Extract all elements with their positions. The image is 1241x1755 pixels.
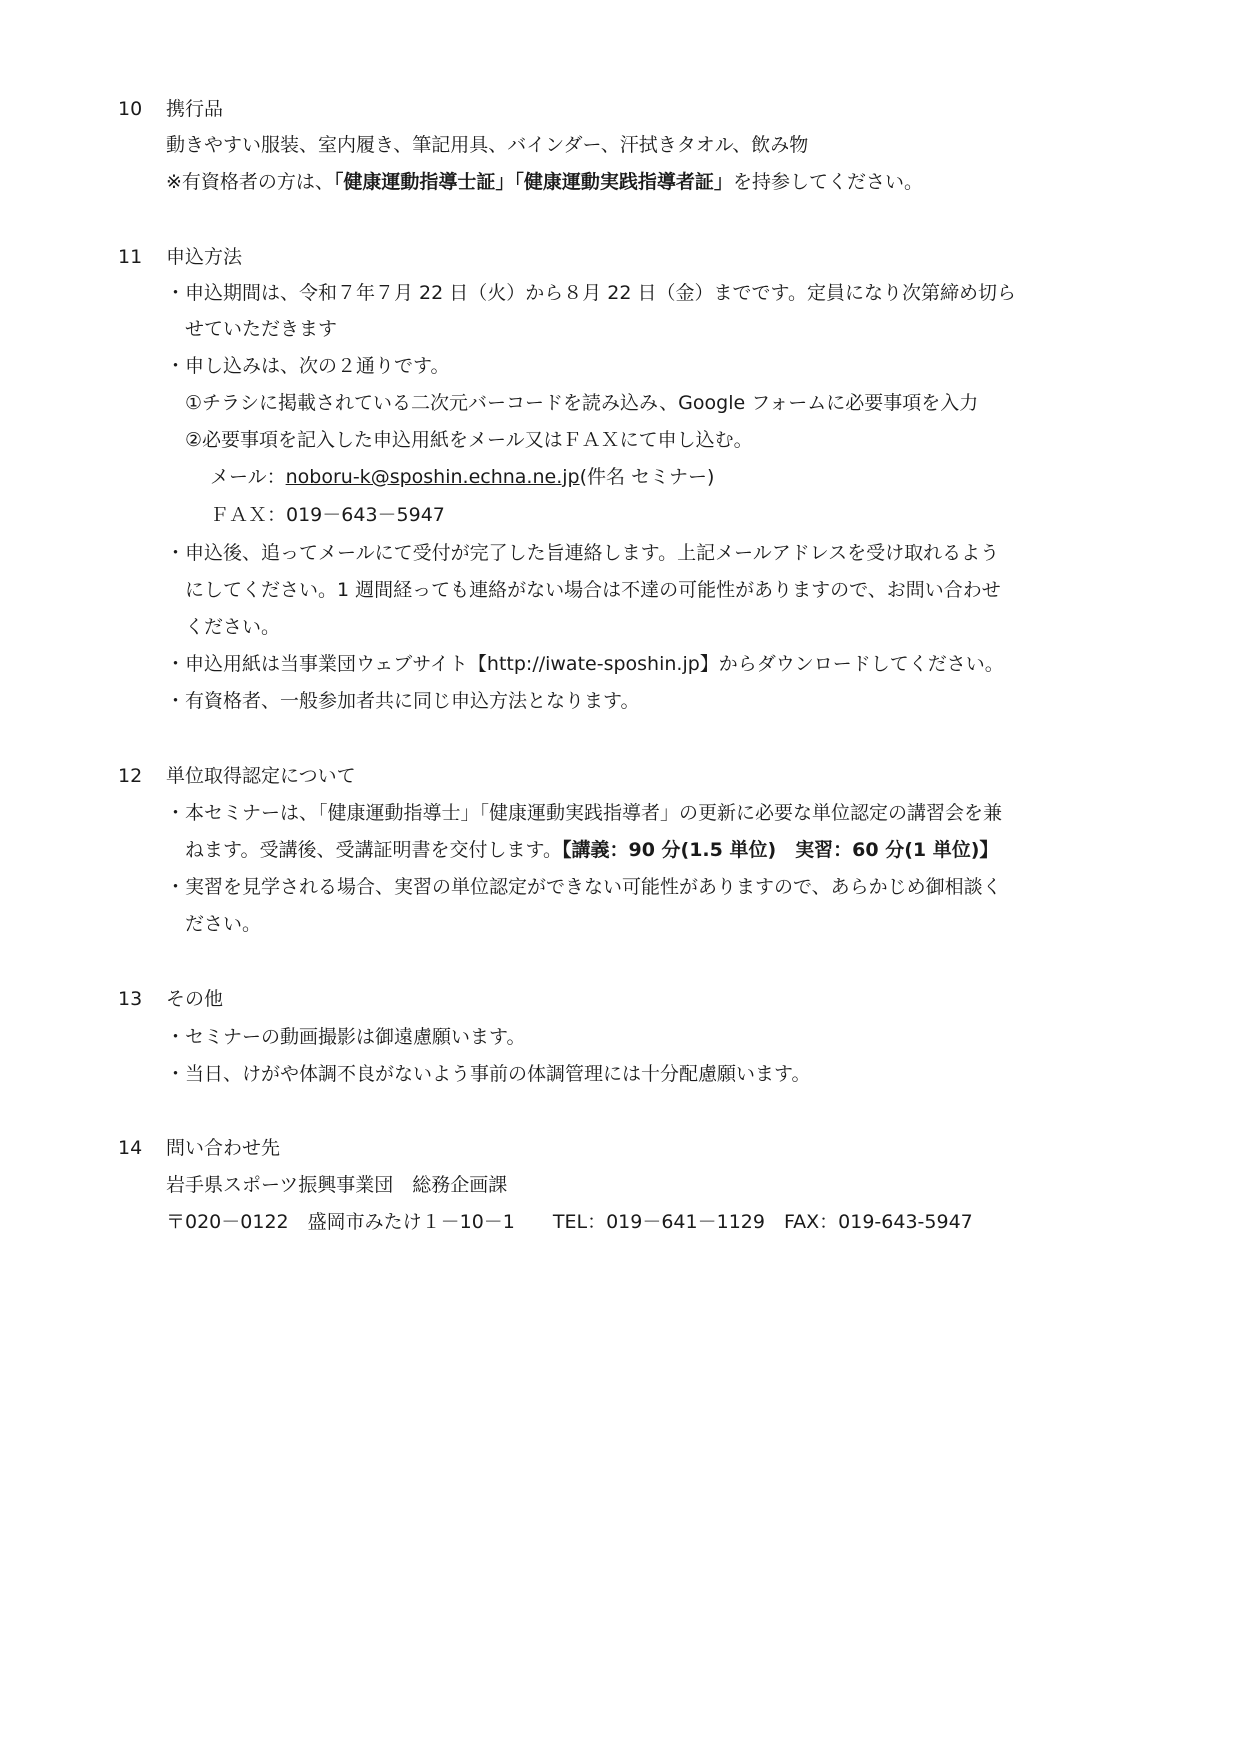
contact-organization: 岩手県スポーツ振興事業団 総務企画課 [166,1174,508,1196]
note-bold: 「健康運動指導士証」「健康運動実践指導者証」 [333,171,733,193]
confirmation-line3: ください。 [185,616,281,638]
form-download: ・申込用紙は当事業団ウェブサイト【http://iwate-sposhin.jp】からダウンロードしてください。 [166,653,1004,675]
section-13-number: 13 [118,988,143,1010]
application-methods: ・申し込みは、次の２通りです。 [166,355,450,377]
section-10-note [166,170,923,194]
fax-line: ＦＡＸ：019－643－5947 [210,504,445,526]
confirmation-line2: にしてください。1 週間経っても連絡がない場合は不達の可能性がありますので、お問い合わせ [185,579,1001,601]
credit-line2 [185,838,998,862]
application-period-line1: ・申込期間は、令和７年７月 22 日（火）から８月 22 日（金）までです。定員になり次第締め切ら [166,282,1016,304]
section-12-title: 単位取得認定について [166,765,356,787]
note-prefix: ※有資格者の方は、 [166,171,334,193]
contact-address: 〒020－0122 盛岡市みたけ１－10－1 TEL：019－641－1129 FAX：019-643-5947 [166,1211,973,1233]
confirmation-line1: ・申込後、追ってメールにて受付が完了した旨連絡します。上記メールアドレスを受け取れるよう [166,542,1000,564]
section-11-number: 11 [118,246,143,268]
no-filming-note: ・セミナーの動画撮影は御遠慮願います。 [166,1026,526,1048]
section-10-number: 10 [118,98,143,120]
observation-line1: ・実習を見学される場合、実習の単位認定ができない可能性がありますので、あらかじめ御相談く [166,876,1002,898]
section-12-number: 12 [118,765,143,787]
credit-line2-prefix: ねます。受講後、受講証明書を交付します。 [185,839,562,861]
section-10-items: 動きやすい服装、室内履き、筆記用具、バインダー、汗拭きタオル、飲み物 [166,134,809,156]
same-method-note: ・有資格者、一般参加者共に同じ申込方法となります。 [166,690,640,712]
credit-line1: ・本セミナーは、「健康運動指導士」「健康運動実践指導者」の更新に必要な単位認定の講習会を兼 [166,802,1003,824]
method-option-1: ①チラシに掲載されている二次元バーコードを読み込み、Google フォームに必要事項を入力 [185,392,979,414]
mail-address-link[interactable]: noboru-k@sposhin.echna.ne.jp [285,466,580,488]
section-14-number: 14 [118,1137,143,1159]
section-10-title: 携行品 [166,98,224,120]
application-period-line2: せていただきます [185,318,338,340]
mail-subject: (件名 セミナー) [579,466,715,488]
method-option-2: ②必要事項を記入した申込用紙をメール又はＦＡＸにて申し込む。 [185,429,753,451]
mail-label: メール： [210,466,286,488]
health-care-note: ・当日、けがや体調不良がないよう事前の体調管理には十分配慮願います。 [166,1063,811,1085]
section-11-title: 申込方法 [166,246,243,268]
section-14-title: 問い合わせ先 [166,1137,281,1159]
mail-line [210,465,714,489]
credit-units-bold: 【講義：90 分(1.5 単位) 実習：60 分(1 単位)】 [561,839,999,861]
observation-line2: ださい。 [185,913,262,935]
note-suffix: を持参してください。 [732,171,923,193]
section-13-title: その他 [166,988,224,1010]
